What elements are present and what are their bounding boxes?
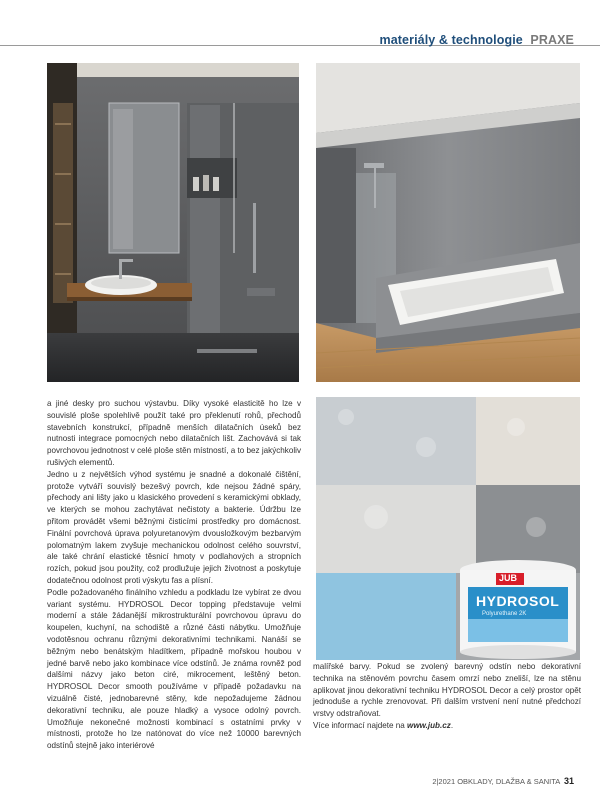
article-right-column: [313, 661, 581, 732]
more-info-suffix: .: [450, 720, 454, 730]
more-info-line: [313, 720, 581, 732]
page-number: 31: [563, 776, 574, 786]
bathroom-photo-bathtub: [316, 63, 580, 382]
article-paragraph: Podle požadovaného finálního vzhledu a podkladu lze vybírat ze dvou variant systému. HYDROSOL Decor topping představuje velmi moderní a stále žádanější mikrostrukturální povrchovou úpravu do koupelen, kuchyní, na schodiště a různé části nábytku. Umožňuje vodotěsnou ochranu různými dekorativními technikami. Nanáší se běžným nebo benátským hladítkem, případně mořskou houbou v jedné barvě nebo jako kombinace více odstínů. Je známa rovněž pod dalšími názvy jako beton ciré, mikrocement, leštěný beton. HYDROSOL Decor smooth používáme v případě požadavku na vizuálně čisté, jednobarevné stěny, kde nepožadujeme žádnou dekorativní techniku, ale pouze hladký a vysoce odolný povrch. Umožňuje nekonečné možnosti kombinací s ostatními prvky v místnosti, protože ho lze natónovat do více než 10000 barevných odstínů stejně jako interiérové: [47, 587, 301, 751]
more-info-prefix: Více informací najdete na: [313, 720, 408, 730]
section-label: PRAXE: [530, 33, 574, 47]
article-paragraph: Jedno u z největších výhod systému je snadné a dokonalé čištění, protože vytváří souvislý bezešvý povrch, kde nejsou žádné spáry, přechody ani lišty jako u klasického provedení s keramickými obklady, ve kterých se mohou zachytávat nečistoty a bakterie. Údržbu lze přitom provádět všemi běžnými čisticími prostředky pro domácnost. Finální povrchová úprava polyuretanovým dvousložkovým bezbarvým polomatným lakem zvyšuje mechanickou odolnost celého souvrství, ale také chrání elastické těsnicí hmoty v podlahových a stropních rozích, pokud jsou použity, což prodlužuje jejich životnost a poskytuje dodatečnou odolnost proti výskytu fas a plísní.: [47, 469, 301, 585]
header-title: [380, 33, 574, 47]
article-paragraph: a jiné desky pro suchou výstavbu. Díky vysoké elasticitě ho lze v souvislé ploše spolehlivě použít také pro překlenutí rohů, přechodů stavebních konstrukcí, případně menších dilatačních úseků bez nutnosti integrace pomocných nebo dilatačních lišt. Zachovává si tak povrchovou jednotnost v celé ploše stěn místností, a to bez jakýchkoliv rušivých elementů.: [47, 399, 301, 467]
page-footer: [432, 776, 574, 786]
issue-label: 2|2021 OBKLADY, DLAŽBA & SANITA: [432, 777, 560, 786]
bucket-product-label: HYDROSOL: [476, 593, 560, 609]
bucket-brand-label: JUB: [499, 573, 518, 583]
bathroom-photo-basin: [47, 63, 299, 382]
more-info-link[interactable]: www.jub.cz: [407, 720, 451, 730]
magazine-section-title: materiály & technologie: [379, 33, 523, 47]
color-samples-photo: [316, 397, 580, 660]
bathroom-bathtub-illustration: [316, 63, 580, 382]
article-paragraph: malířské barvy. Pokud se zvolený barevný odstín nebo dekorativní technika na stěnovém povrchu časem omrzí nebo zneliší, lze na stěnu aplikovat jinou dekorativní techniku HYDROSOL Decor a celý prostor opět jednoduše a rychle zrenovovat. Při dalším vrstvení není nutné předchozí vrstvy odstraňovat.: [313, 662, 581, 719]
color-samples-illustration: [316, 397, 580, 660]
bucket-subtitle-label: Polyurethane 2K: [482, 611, 527, 617]
bathroom-basin-illustration: [47, 63, 299, 382]
article-left-column: [47, 398, 301, 752]
